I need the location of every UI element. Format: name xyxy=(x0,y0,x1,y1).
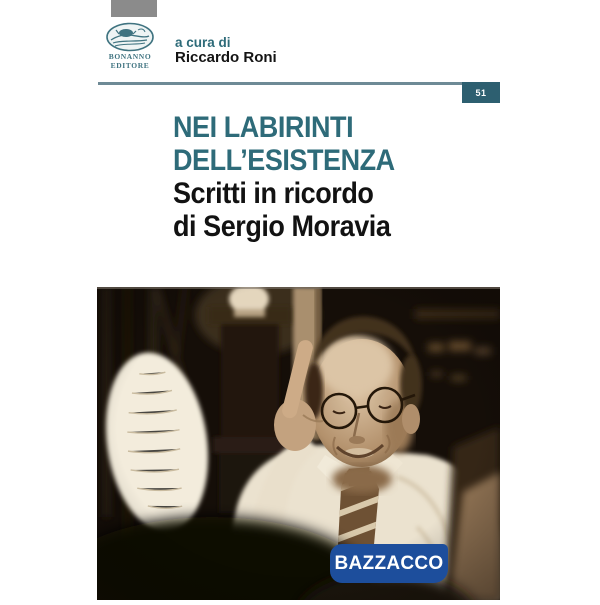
book-title-line2: DELL’ESISTENZA xyxy=(173,144,395,177)
curator-prefix: a cura di xyxy=(175,35,231,50)
spine-gray-block xyxy=(111,0,157,17)
imprint-banner: BAZZACCO xyxy=(330,544,448,583)
curator-credit xyxy=(175,35,277,66)
publisher-name-line2: EDITORE xyxy=(110,60,150,70)
curator-name: Riccardo Roni xyxy=(175,49,277,66)
book-title-line1: NEI LABIRINTI xyxy=(173,111,354,144)
bonanno-editore-emblem-icon xyxy=(101,22,159,52)
publisher-logo xyxy=(101,22,159,69)
series-number-badge: 51 xyxy=(462,82,500,103)
header-divider xyxy=(98,82,462,85)
book-subtitle-line1: Scritti in ricordo xyxy=(173,177,374,210)
title-block xyxy=(173,111,443,243)
publisher-name-line1: BONANNO xyxy=(108,52,152,61)
book-subtitle-line2: di Sergio Moravia xyxy=(173,210,391,243)
